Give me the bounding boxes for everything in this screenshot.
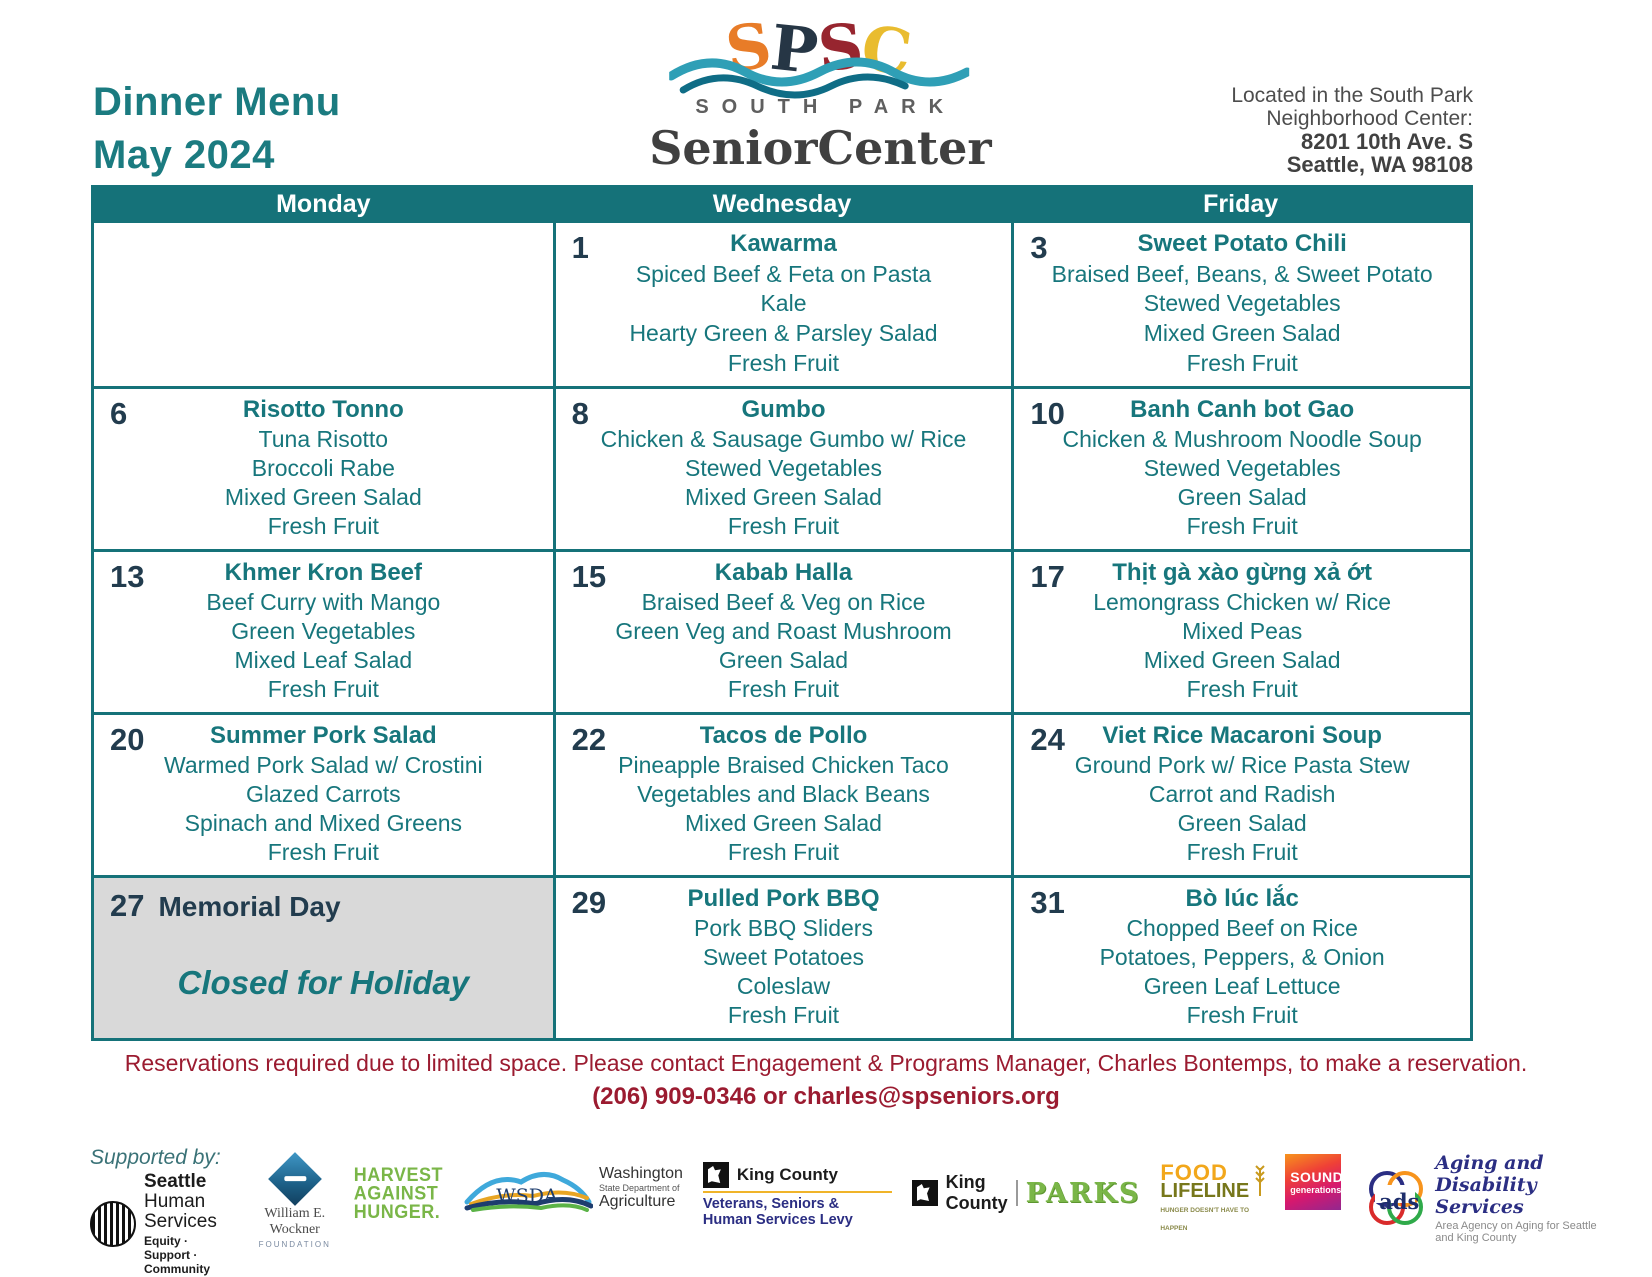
menu-item: Fresh Fruit: [727, 349, 840, 376]
sponsor-line: AGAINST: [353, 1182, 439, 1204]
menu-item: Fresh Fruit: [727, 513, 840, 539]
calendar-cell: [1011, 389, 1470, 549]
menu-item: Green Salad: [1177, 484, 1307, 510]
menu-item: Fresh Fruit: [727, 839, 840, 865]
sponsor-line: Washington: [598, 1165, 683, 1182]
menu-item: Fresh Fruit: [267, 839, 379, 865]
sponsor-kc-levy: [703, 1162, 892, 1228]
calendar-cell: [553, 878, 1012, 1038]
page-title: [93, 76, 341, 182]
menu-item: Fresh Fruit: [1186, 676, 1298, 702]
sponsor-line: HUNGER DOESN'T HAVE TO HAPPEN: [1160, 1207, 1250, 1232]
address-line: Located in the South Park: [1231, 84, 1473, 107]
calendar-cell: [94, 878, 553, 1038]
day-number: 20: [110, 722, 145, 757]
address-line: Neighborhood Center:: [1266, 107, 1473, 130]
day-menu: [556, 715, 1012, 875]
calendar-body: [94, 223, 1470, 1038]
menu-item: Mixed Green Salad: [1143, 647, 1341, 673]
menu-title: Kabab Halla: [714, 559, 853, 586]
sponsor-sound-generations: [1285, 1154, 1344, 1210]
menu-item: Hearty Green & Parsley Salad: [629, 320, 938, 347]
menu-item: Chicken & Mushroom Noodle Soup: [1062, 426, 1422, 452]
menu-item: Green Leaf Lettuce: [1143, 973, 1341, 999]
menu-item: Mixed Leaf Salad: [234, 647, 413, 673]
day-number: 8: [571, 396, 589, 431]
calendar-cell: [553, 223, 1012, 386]
sponsor-line: King County: [736, 1165, 838, 1184]
day-number: 1: [571, 230, 589, 265]
menu-title: Summer Pork Salad: [209, 722, 437, 749]
spsc-logo: [649, 8, 992, 175]
address-line: Seattle, WA 98108: [1286, 152, 1473, 177]
wave-icon: [669, 46, 969, 106]
sponsor-kc-parks: [912, 1172, 1141, 1214]
calendar-header-row: [94, 185, 1470, 223]
logo-letter: C: [857, 10, 917, 91]
menu-item: Glazed Carrots: [245, 781, 401, 807]
menu-item: Stewed Vegetables: [1143, 290, 1341, 317]
menu-title: Bò lúc lắc: [1185, 885, 1299, 912]
menu-item: Ground Pork w/ Rice Pasta Stew: [1074, 752, 1410, 778]
menu-item: Green Salad: [1177, 810, 1307, 836]
day-menu: [94, 715, 553, 875]
day-number: 6: [110, 396, 128, 431]
menu-title: Kawarma: [730, 230, 837, 258]
calendar-week-row: [94, 875, 1470, 1038]
menu-item: Fresh Fruit: [267, 676, 379, 702]
calendar-cell: [1011, 715, 1470, 875]
calendar-cell: [1011, 878, 1470, 1038]
sponsor-line: Equity · Support · Community: [144, 1234, 210, 1276]
sponsor-line: HARVEST: [353, 1163, 443, 1186]
calendar-cell: [94, 552, 553, 712]
menu-item: Vegetables and Black Beans: [637, 781, 930, 807]
wsda-acronym: WSDA: [496, 1185, 558, 1207]
holiday-label: Memorial Day: [158, 891, 341, 922]
sponsor-line: FOUNDATION: [258, 1240, 331, 1249]
wockner-diamond-icon: [268, 1152, 322, 1206]
logo-center-name: SeniorCenter: [649, 121, 992, 175]
address-line: 8201 10th Ave. S: [1300, 129, 1473, 154]
day-number: 10: [1030, 396, 1065, 431]
day-header-friday: Friday: [1203, 189, 1279, 218]
menu-item: Beef Curry with Mango: [206, 589, 441, 615]
wheat-icon: [1255, 1164, 1265, 1198]
menu-item: Carrot and Radish: [1148, 781, 1336, 807]
menu-title: Tacos de Pollo: [699, 722, 868, 749]
sponsor-food-lifeline: [1160, 1160, 1265, 1238]
title-line-2: May 2024: [93, 133, 275, 177]
menu-item: Stewed Vegetables: [685, 455, 882, 481]
menu-item: Kale: [760, 290, 807, 317]
menu-item: Pineapple Braised Chicken Taco: [618, 752, 949, 778]
calendar-week-row: [94, 386, 1470, 549]
ads-acronym: ads: [1379, 1189, 1420, 1214]
menu-item: Fresh Fruit: [1186, 349, 1298, 376]
sponsor-seattle-human-services: [90, 1146, 236, 1276]
menu-item: Coleslaw: [736, 973, 831, 999]
spsc-logo-letters: [649, 8, 989, 94]
day-menu: [1014, 715, 1470, 875]
menu-item: Fresh Fruit: [1186, 839, 1298, 865]
menu-item: Green Veg and Roast Mushroom: [615, 618, 952, 644]
menu-item: Fresh Fruit: [267, 513, 379, 539]
day-header-monday: Monday: [276, 189, 371, 218]
day-menu: [556, 878, 1012, 1038]
sponsor-ads: [1361, 1152, 1612, 1244]
menu-item: Sweet Potatoes: [702, 944, 865, 970]
reservation-note: [0, 1050, 1652, 1111]
holiday-note: Closed for Holiday: [177, 964, 470, 1001]
wsda-mountain-icon: [463, 1164, 593, 1212]
day-number: 24: [1030, 722, 1065, 757]
day-header-wednesday: Wednesday: [712, 189, 852, 218]
logo-subtitle: SOUTH PARK: [695, 96, 957, 118]
calendar-cell: [94, 389, 553, 549]
sponsor-harvest-against-hunger: [353, 1163, 443, 1223]
menu-item: Potatoes, Peppers, & Onion: [1099, 944, 1385, 970]
day-menu: [94, 389, 553, 549]
sponsor-bar: [90, 1146, 1612, 1276]
sponsor-line: Seattle: [144, 1171, 207, 1192]
menu-item: Mixed Green Salad: [224, 484, 422, 510]
menu-item: Mixed Green Salad: [1143, 320, 1341, 347]
sponsor-line: Veterans, Seniors & Human Services Levy: [702, 1196, 853, 1228]
menu-title: Banh Canh bot Gao: [1130, 396, 1355, 423]
day-number: 3: [1030, 230, 1048, 265]
menu-item: Spiced Beef & Feta on Pasta: [635, 260, 932, 287]
menu-title: Khmer Kron Beef: [224, 559, 423, 586]
sponsor-wockner-foundation: [256, 1160, 334, 1249]
supported-by-label: Supported by:: [90, 1146, 221, 1169]
levy-rule: [703, 1191, 892, 1193]
calendar-cell: [1011, 552, 1470, 712]
day-number: 13: [110, 559, 145, 594]
title-line-1: Dinner Menu: [93, 80, 341, 124]
menu-item: Fresh Fruit: [727, 1002, 840, 1028]
menu-item: Broccoli Rabe: [251, 455, 395, 481]
sponsor-line: PARKS: [1025, 1177, 1141, 1209]
sponsor-line: LIFELINE: [1160, 1180, 1250, 1202]
day-menu: [1014, 223, 1470, 386]
sponsor-line: FOOD: [1160, 1160, 1228, 1185]
menu-title: Sweet Potato Chili: [1137, 230, 1347, 258]
sponsor-line: Area Agency on Aging for Seattle and King County: [1435, 1220, 1597, 1244]
day-menu: [556, 389, 1012, 549]
menu-title: Thịt gà xào gừng xả ớt: [1112, 559, 1373, 586]
menu-item: Stewed Vegetables: [1143, 455, 1341, 481]
sponsor-line: generations: [1290, 1185, 1342, 1195]
sponsor-wsda: [463, 1164, 683, 1212]
sponsor-line: State Department of: [598, 1183, 680, 1193]
day-menu: [1014, 389, 1470, 549]
sponsor-line: William E. Wockner: [264, 1206, 326, 1237]
menu-title: Viet Rice Macaroni Soup: [1102, 722, 1382, 749]
menu-item: Green Salad: [718, 647, 849, 673]
day-number: 17: [1030, 559, 1065, 594]
menu-title: Gumbo: [741, 396, 826, 423]
reservation-contact: (206) 909-0346 or charles@spseniors.org: [592, 1083, 1060, 1110]
logo-letter: P: [767, 10, 822, 89]
day-number: 15: [571, 559, 607, 594]
menu-item: Lemongrass Chicken w/ Rice: [1093, 589, 1392, 615]
calendar-cell: [553, 389, 1012, 549]
sponsor-line: Aging and Disability Services: [1435, 1152, 1544, 1218]
menu-item: Pork BBQ Sliders: [694, 915, 873, 941]
menu-item: Mixed Green Salad: [685, 484, 882, 510]
calendar-cell: [94, 715, 553, 875]
king-county-logo-icon: [703, 1162, 729, 1188]
menu-item: Braised Beef, Beans, & Sweet Potato: [1051, 260, 1433, 287]
calendar-cell: [553, 715, 1012, 875]
day-number: 22: [571, 722, 607, 757]
day-menu: [556, 223, 1012, 386]
calendar-week-row: [94, 549, 1470, 712]
sponsor-line: SOUND: [1290, 1169, 1344, 1185]
day-menu: [556, 552, 1012, 712]
menu-item: Mixed Peas: [1182, 618, 1303, 644]
day-number: 29: [571, 885, 607, 920]
king-county-logo-icon: [912, 1180, 938, 1206]
menu-item: Warmed Pork Salad w/ Crostini: [163, 752, 483, 778]
menu-item: Fresh Fruit: [1186, 513, 1298, 539]
menu-item: Mixed Green Salad: [685, 810, 882, 836]
sponsor-line: Agriculture: [598, 1193, 676, 1210]
calendar-cell: [553, 552, 1012, 712]
day-number: 27: [110, 888, 145, 923]
menu-item: Green Vegetables: [231, 618, 416, 644]
logo-letter: S: [814, 9, 866, 86]
calendar: [91, 185, 1473, 1041]
logo-letter: S: [721, 8, 776, 87]
seattle-emblem-icon: [90, 1201, 136, 1247]
sponsor-line: King County: [945, 1172, 1008, 1213]
menu-title: Pulled Pork BBQ: [687, 885, 880, 912]
calendar-week-row: [94, 712, 1470, 875]
day-menu: [1014, 878, 1470, 1038]
menu-item: Spinach and Mixed Greens: [184, 810, 463, 836]
menu-item: Chopped Beef on Rice: [1126, 915, 1358, 941]
day-menu: [94, 552, 553, 712]
address-block: [1231, 84, 1473, 176]
sponsor-line: Human Services: [144, 1191, 217, 1232]
day-menu: [1014, 552, 1470, 712]
menu-item: Braised Beef & Veg on Rice: [641, 589, 926, 615]
menu-title: Risotto Tonno: [242, 396, 404, 423]
menu-item: Chicken & Sausage Gumbo w/ Rice: [600, 426, 967, 452]
calendar-cell: [1011, 223, 1470, 386]
reservation-text: Reservations required due to limited space. Please contact Engagement & Programs Manager, Charles Bontemps, to make a reservation.: [124, 1050, 1528, 1076]
menu-item: Fresh Fruit: [1186, 1002, 1298, 1028]
menu-item: Fresh Fruit: [727, 676, 840, 702]
day-number: 31: [1030, 885, 1065, 920]
calendar-cell: [94, 223, 553, 386]
sponsor-line: HUNGER.: [353, 1200, 441, 1223]
menu-item: Tuna Risotto: [258, 426, 389, 452]
divider: [1016, 1180, 1017, 1206]
calendar-week-row: [94, 223, 1470, 386]
